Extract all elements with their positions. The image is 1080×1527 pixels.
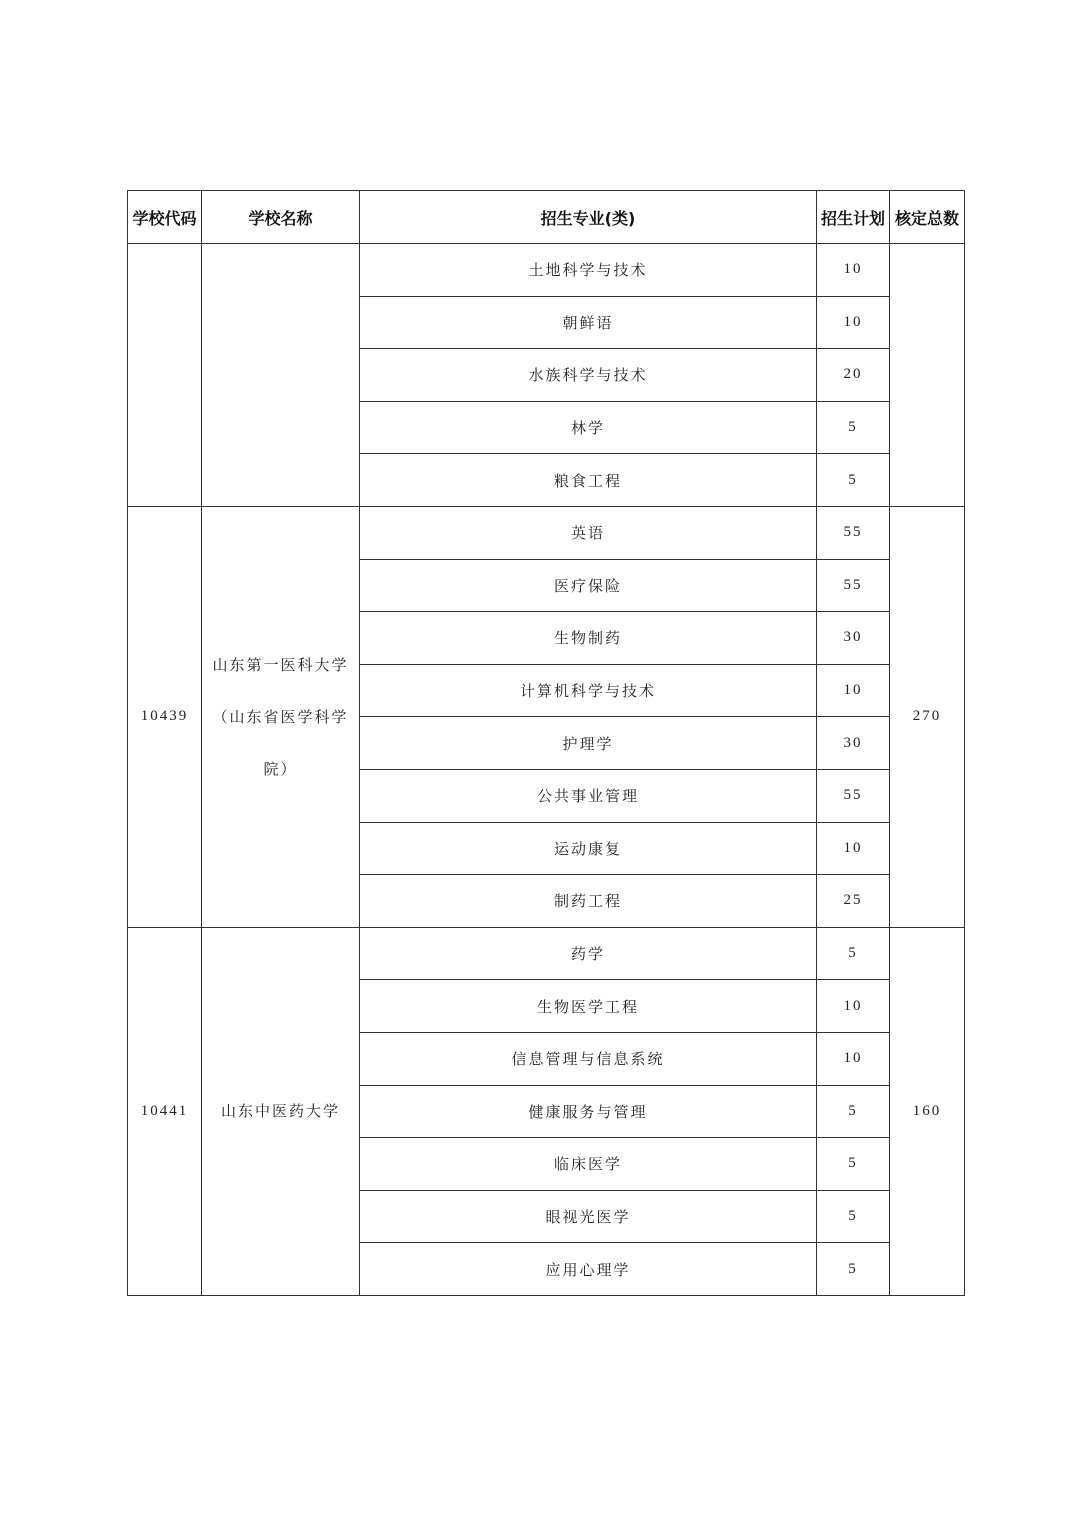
plan-cell: 5	[817, 1138, 890, 1191]
major-cell: 计算机科学与技术	[360, 664, 817, 717]
school-code-cell	[128, 244, 202, 507]
major-cell: 运动康复	[360, 822, 817, 875]
school-name-line: 山东第一医科大学	[212, 655, 349, 674]
major-cell: 土地科学与技术	[360, 244, 817, 297]
plan-cell: 30	[817, 717, 890, 770]
table-header	[128, 191, 965, 244]
plan-cell: 5	[817, 401, 890, 454]
header-row	[128, 191, 965, 244]
table-body	[128, 244, 965, 1296]
plan-cell: 55	[817, 559, 890, 612]
plan-cell: 5	[817, 1243, 890, 1296]
school-name-cell	[202, 244, 360, 507]
school-code-cell: 10441	[128, 927, 202, 1295]
school-code-cell: 10439	[128, 506, 202, 927]
major-cell: 药学	[360, 927, 817, 980]
major-cell: 眼视光医学	[360, 1190, 817, 1243]
plan-cell: 10	[817, 1032, 890, 1085]
header-school-code: 学校代码	[128, 191, 202, 244]
plan-cell: 10	[817, 244, 890, 297]
major-cell: 林学	[360, 401, 817, 454]
plan-cell: 20	[817, 349, 890, 402]
school-name-line: （山东省医学科学院）	[212, 707, 349, 778]
header-total: 核定总数	[890, 191, 965, 244]
table-row	[128, 244, 965, 297]
enrollment-table	[127, 190, 965, 1296]
major-cell: 朝鲜语	[360, 296, 817, 349]
header-major: 招生专业(类)	[360, 191, 817, 244]
total-cell: 270	[890, 506, 965, 927]
school-name-cell	[202, 506, 360, 927]
plan-cell: 10	[817, 296, 890, 349]
plan-cell: 5	[817, 1190, 890, 1243]
plan-cell: 30	[817, 612, 890, 665]
plan-cell: 5	[817, 454, 890, 507]
major-cell: 生物制药	[360, 612, 817, 665]
header-plan: 招生计划	[817, 191, 890, 244]
table-row	[128, 506, 965, 559]
major-cell: 英语	[360, 506, 817, 559]
major-cell: 生物医学工程	[360, 980, 817, 1033]
plan-cell: 25	[817, 875, 890, 928]
plan-cell: 55	[817, 506, 890, 559]
major-cell: 水族科学与技术	[360, 349, 817, 402]
plan-cell: 5	[817, 1085, 890, 1138]
total-cell	[890, 244, 965, 507]
school-name-line: 山东中医药大学	[220, 1102, 340, 1121]
header-school-name: 学校名称	[202, 191, 360, 244]
major-cell: 医疗保险	[360, 559, 817, 612]
major-cell: 临床医学	[360, 1138, 817, 1191]
plan-cell: 10	[817, 664, 890, 717]
plan-cell: 10	[817, 980, 890, 1033]
plan-cell: 55	[817, 769, 890, 822]
major-cell: 公共事业管理	[360, 769, 817, 822]
major-cell: 应用心理学	[360, 1243, 817, 1296]
table-row	[128, 927, 965, 980]
school-name-cell	[202, 927, 360, 1295]
total-cell: 160	[890, 927, 965, 1295]
major-cell: 健康服务与管理	[360, 1085, 817, 1138]
major-cell: 信息管理与信息系统	[360, 1032, 817, 1085]
plan-cell: 10	[817, 822, 890, 875]
plan-cell: 5	[817, 927, 890, 980]
major-cell: 护理学	[360, 717, 817, 770]
major-cell: 制药工程	[360, 875, 817, 928]
major-cell: 粮食工程	[360, 454, 817, 507]
